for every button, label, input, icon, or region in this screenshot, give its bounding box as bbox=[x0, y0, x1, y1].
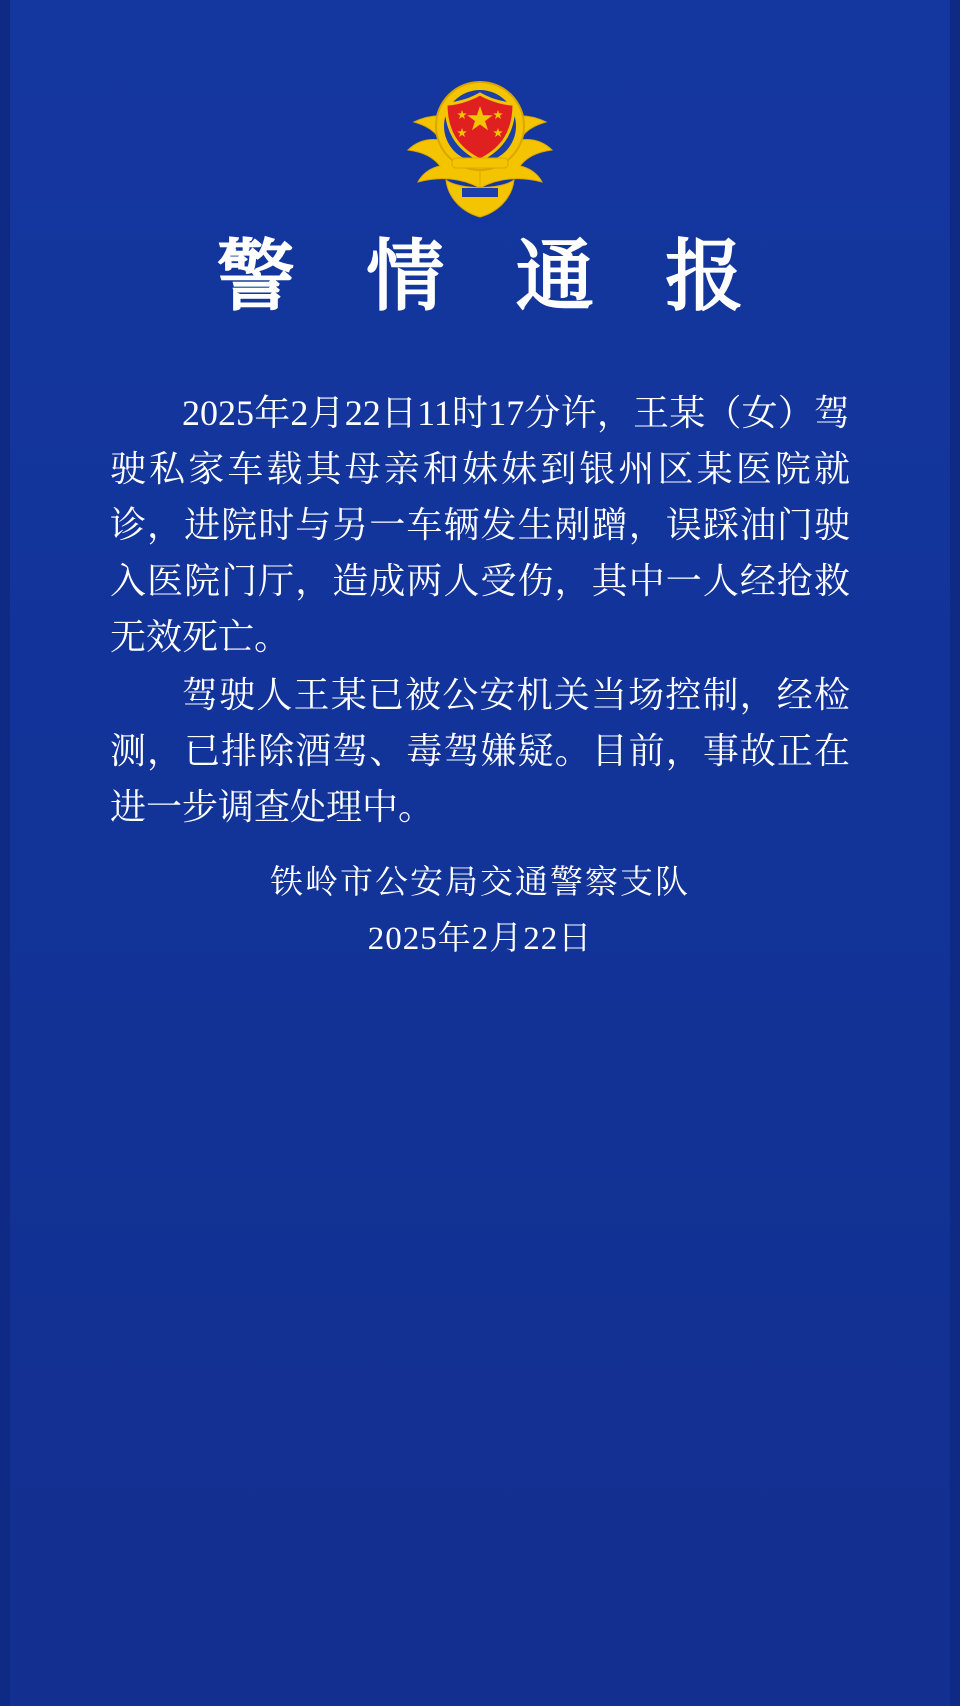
page-title: 警 情 通 报 bbox=[216, 233, 770, 320]
notice-paragraph-2: 驾驶人王某已被公安机关当场控制，经检测，已排除酒驾、毒驾嫌疑。目前，事故正在进一步调查处理中。 bbox=[110, 675, 850, 827]
china-police-emblem-icon bbox=[400, 70, 560, 220]
issuing-department: 铁岭市公安局交通警察支队 bbox=[270, 865, 690, 901]
notice-paragraph-1: 2025年2月22日11时17分许，王某（女）驾驶私家车载其母亲和妹妹到银州区某医院就诊，进院时与另一车辆发生剐蹭，误踩油门驶入医院门厅，造成两人受伤，其中一人经抢救无效死亡。 bbox=[110, 393, 850, 657]
notice-body bbox=[110, 385, 850, 837]
issue-date: 2025年2月22日 bbox=[367, 921, 593, 957]
signature-block bbox=[0, 855, 960, 967]
emblem-container bbox=[0, 70, 960, 220]
